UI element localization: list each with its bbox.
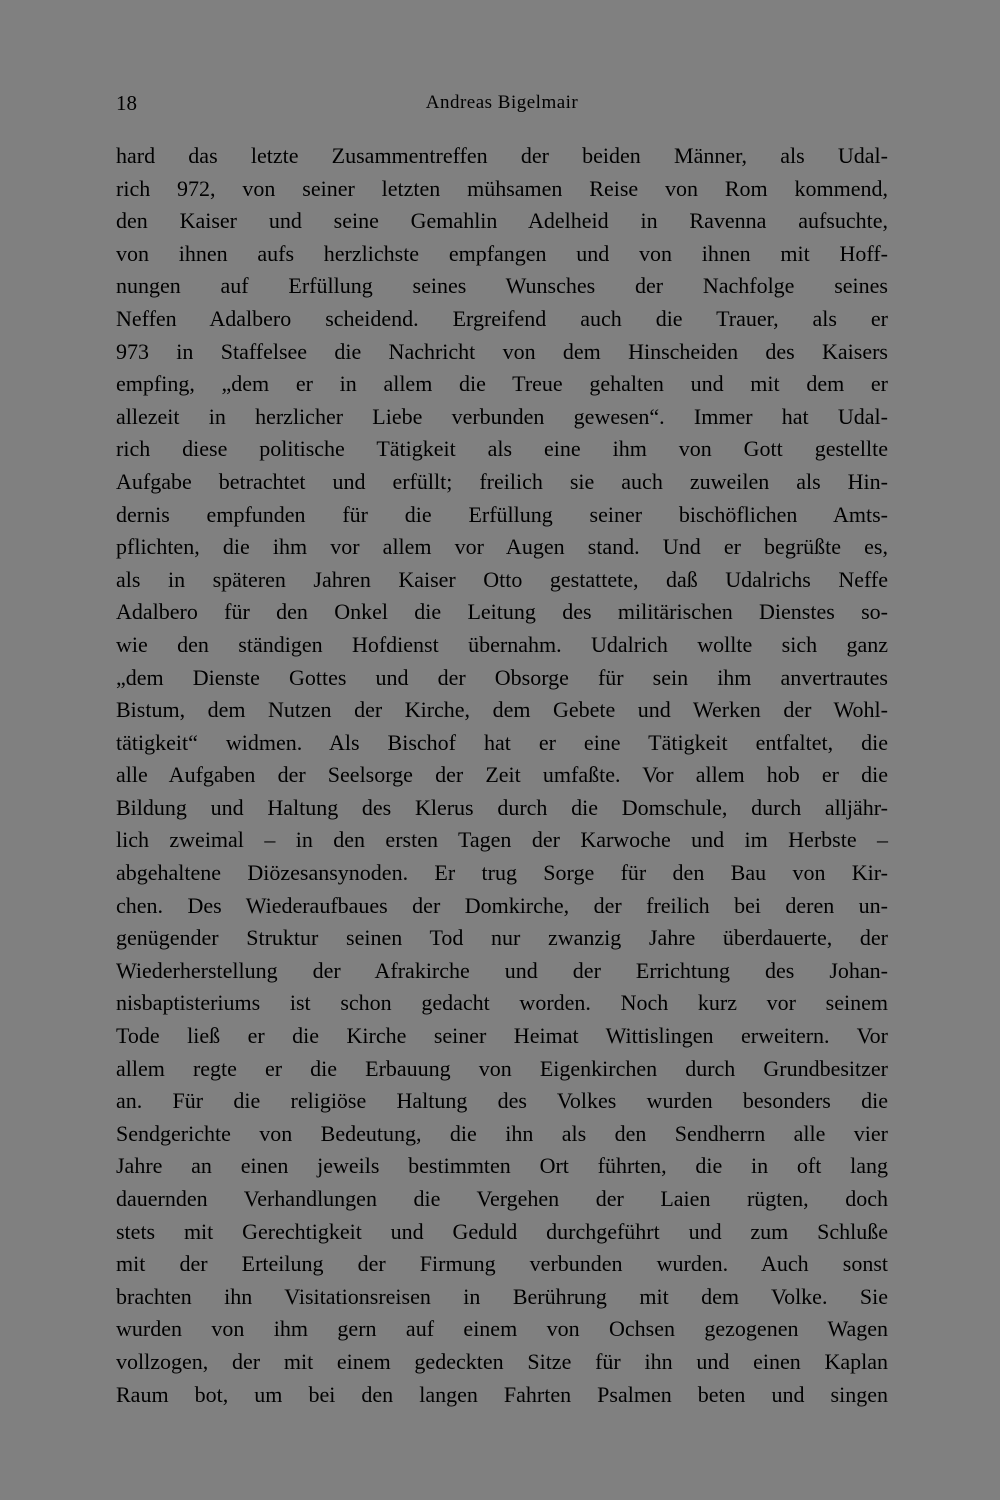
text-line: Neffen Adalbero scheidend. Ergreifend auch die Trauer, als er: [116, 305, 888, 331]
text-line: Tode ließ er die Kirche seiner Heimat Wittislingen erweitern. Vor: [116, 1023, 888, 1049]
text-line: Bistum, dem Nutzen der Kirche, dem Gebete und Werken der Wohl-: [116, 697, 888, 723]
text-line: Wiederherstellung der Afrakirche und der Errichtung des Johan-: [116, 957, 888, 983]
text-line: „dem Dienste Gottes und der Obsorge für sein ihm anvertrautes: [116, 664, 888, 690]
text-line: brachten ihn Visitationsreisen in Berührung mit dem Volke. Sie: [116, 1283, 888, 1309]
text-line: nungen auf Erfüllung seines Wunsches der Nachfolge seines: [116, 273, 888, 299]
text-line: alle Aufgaben der Seelsorge der Zeit umfaßte. Vor allem hob er die: [116, 762, 888, 788]
text-line: Adalbero für den Onkel die Leitung des militärischen Dienstes so-: [116, 599, 888, 625]
text-line: vollzogen, der mit einem gedeckten Sitze für ihn und einen Kaplan: [116, 1348, 888, 1374]
text-line: pflichten, die ihm vor allem vor Augen stand. Und er begrüßte es,: [116, 534, 888, 560]
page-number: 18: [116, 91, 137, 115]
text-line: tätigkeit“ widmen. Als Bischof hat er eine Tätigkeit entfaltet, die: [116, 729, 888, 755]
text-line: wie den ständigen Hofdienst übernahm. Udalrich wollte sich ganz: [116, 631, 888, 657]
text-line: dernis empfunden für die Erfüllung seiner bischöflichen Amts-: [116, 501, 888, 527]
text-line: wurden von ihm gern auf einem von Ochsen gezogenen Wagen: [116, 1316, 888, 1342]
text-line: den Kaiser und seine Gemahlin Adelheid in Ravenna aufsuchte,: [116, 208, 888, 234]
text-line: genügender Struktur seinen Tod nur zwanzig Jahre überdauerte, der: [116, 925, 888, 951]
text-line: nisbaptisteriums ist schon gedacht worden. Noch kurz vor seinem: [116, 990, 888, 1016]
text-line: von ihnen aufs herzlichste empfangen und von ihnen mit Hoff-: [116, 240, 888, 266]
text-line: Jahre an einen jeweils bestimmten Ort führten, die in oft lang: [116, 1153, 888, 1179]
text-line: allezeit in herzlicher Liebe verbunden gewesen“. Immer hat Udal-: [116, 403, 888, 429]
text-line: allem regte er die Erbauung von Eigenkirchen durch Grundbesitzer: [116, 1055, 888, 1081]
text-line: stets mit Gerechtigkeit und Geduld durchgeführt und zum Schluße: [116, 1218, 888, 1244]
text-line: rich diese politische Tätigkeit als eine ihm von Gott gestellte: [116, 436, 888, 462]
text-line: chen. Des Wiederaufbaues der Domkirche, der freilich bei deren un-: [116, 892, 888, 918]
text-line: Raum bot, um bei den langen Fahrten Psalmen beten und singen: [116, 1381, 888, 1407]
body-text: [116, 140, 888, 1411]
text-line: abgehaltene Diözesansynoden. Er trug Sorge für den Bau von Kir-: [116, 860, 888, 886]
page-header: [116, 88, 888, 118]
running-head: Andreas Bigelmair: [425, 92, 579, 113]
text-line: als in späteren Jahren Kaiser Otto gestattete, daß Udalrichs Neffe: [116, 566, 888, 592]
text-line: empfing, „dem er in allem die Treue gehalten und mit dem er: [116, 371, 888, 397]
text-line: dauernden Verhandlungen die Vergehen der Laien rügten, doch: [116, 1186, 888, 1211]
text-line: hard das letzte Zusammentreffen der beiden Männer, als Udal-: [116, 143, 888, 168]
text-line: lich zweimal – in den ersten Tagen der Karwoche und im Herbste –: [116, 827, 888, 853]
text-line: 973 in Staffelsee die Nachricht von dem Hinscheiden des Kaisers: [116, 338, 888, 364]
text-line: Aufgabe betrachtet und erfüllt; freilich sie auch zuweilen als Hin-: [116, 468, 888, 494]
text-line: rich 972, von seiner letzten mühsamen Reise von Rom kommend,: [116, 175, 888, 201]
text-line: an. Für die religiöse Haltung des Volkes wurden besonders die: [116, 1088, 888, 1114]
text-line: Bildung und Haltung des Klerus durch die Domschule, durch alljähr-: [116, 794, 888, 820]
text-line: Sendgerichte von Bedeutung, die ihn als den Sendherrn alle vier: [116, 1120, 888, 1146]
text-line: mit der Erteilung der Firmung verbunden wurden. Auch sonst: [116, 1251, 888, 1277]
